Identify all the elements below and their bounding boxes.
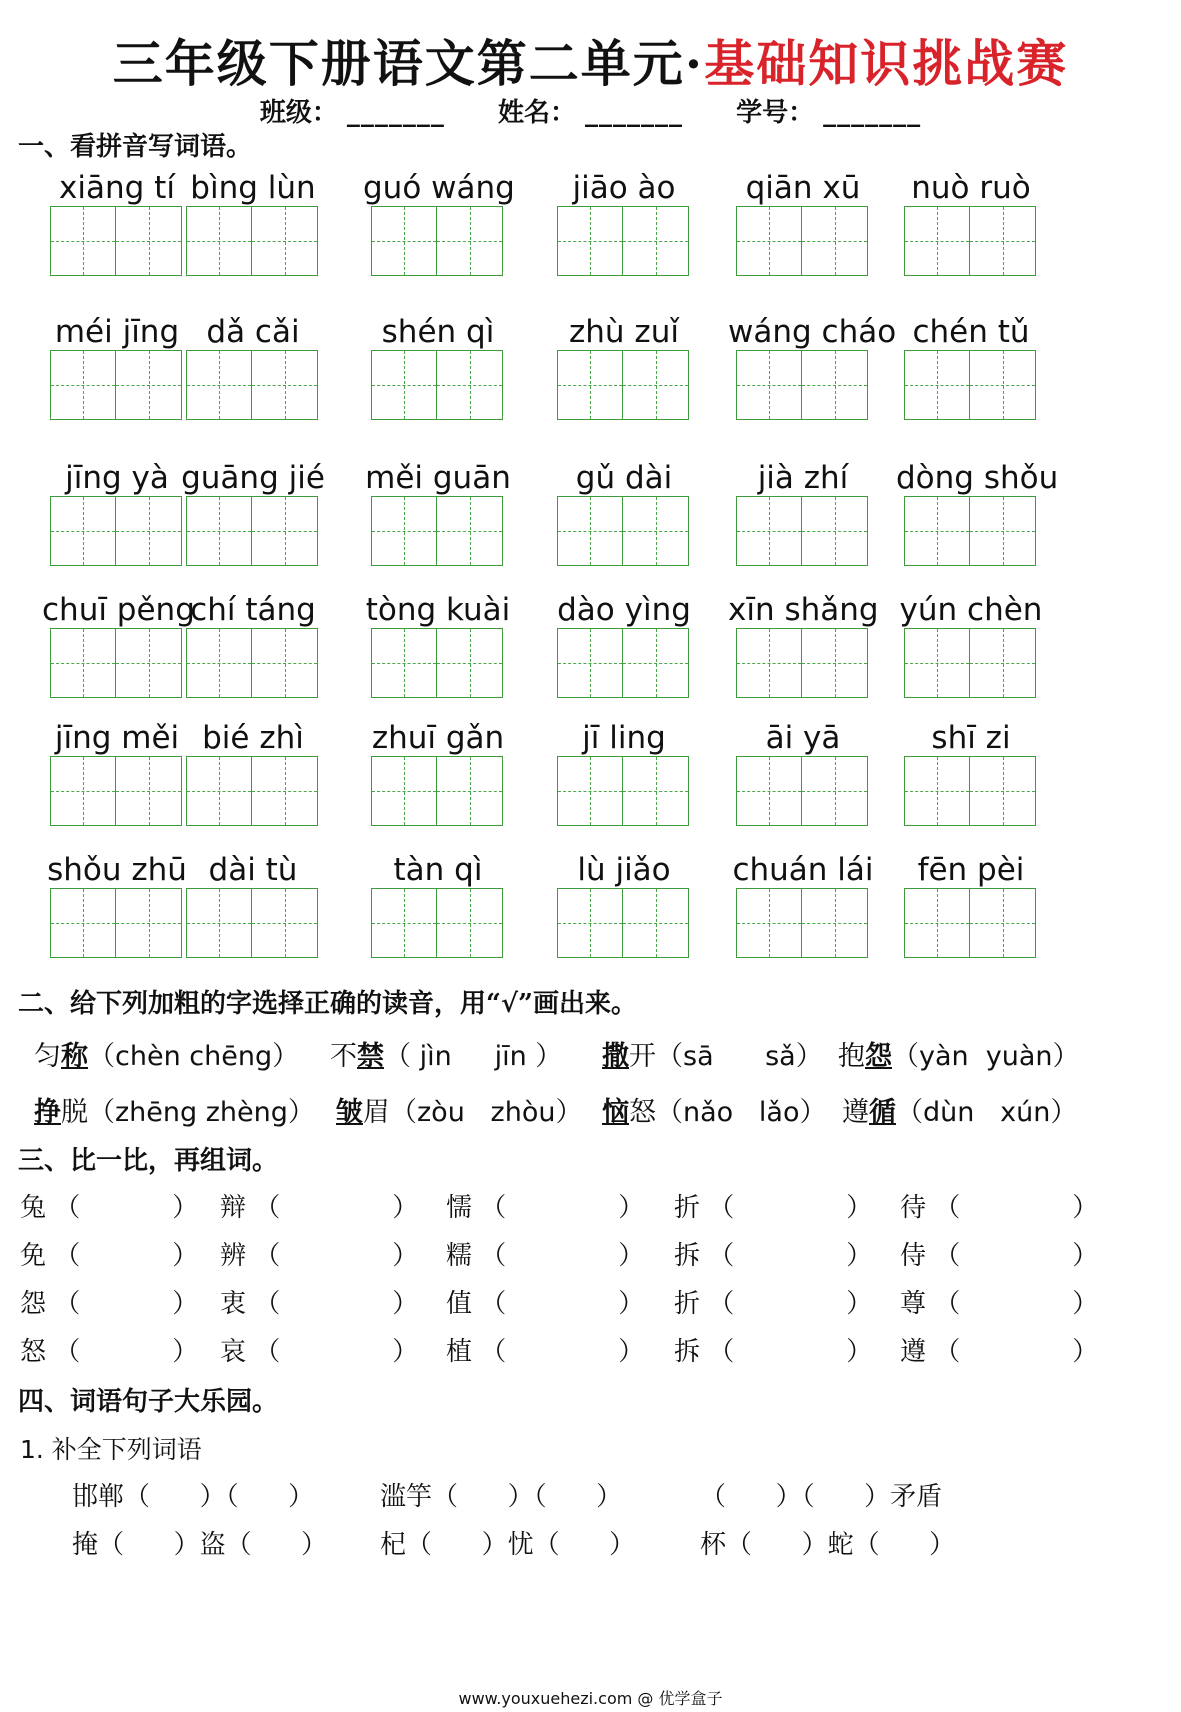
word-prefix: 抱: [838, 1041, 865, 1072]
writing-boxes[interactable]: [186, 496, 318, 566]
tianzige-cell[interactable]: [623, 628, 689, 698]
tianzige-cell[interactable]: [970, 206, 1036, 276]
tianzige-cell[interactable]: [736, 206, 802, 276]
compare-item[interactable]: [220, 1235, 418, 1272]
open-paren: （: [472, 1193, 507, 1223]
open-paren: （: [926, 1193, 961, 1223]
pinyin-label: gǔ dài: [575, 460, 673, 496]
writing-boxes[interactable]: [50, 206, 182, 276]
tianzige-cell[interactable]: [970, 350, 1036, 420]
pinyin-label: méi jīng: [54, 314, 180, 350]
pinyin-label: chuī pěng: [42, 592, 195, 628]
compare-item[interactable]: [20, 1235, 198, 1272]
tianzige-cell[interactable]: [802, 888, 868, 958]
compare-char: 怨: [20, 1289, 47, 1319]
tianzige-cell[interactable]: [371, 206, 437, 276]
pinyin-options[interactable]: （zòu zhòu）: [390, 1097, 583, 1128]
compare-char: 拆: [674, 1337, 701, 1367]
writing-boxes[interactable]: [904, 350, 1036, 420]
compare-item[interactable]: [674, 1283, 872, 1320]
compare-item[interactable]: [20, 1331, 198, 1368]
writing-boxes[interactable]: [736, 628, 868, 698]
tianzige-cell[interactable]: [371, 756, 437, 826]
compare-char: 免: [20, 1241, 47, 1271]
open-paren: （: [246, 1337, 281, 1367]
compare-char: 拆: [674, 1241, 701, 1271]
section2-heading: 二、给下列加粗的字选择正确的读音，用“√”画出来。: [18, 989, 637, 1019]
word-prefix: 匀: [34, 1041, 61, 1072]
tianzige-cell[interactable]: [252, 350, 318, 420]
pinyin-label: xīn shǎng: [728, 592, 879, 628]
pinyin-label: fēn pèi: [917, 852, 1025, 888]
open-paren: （: [472, 1289, 507, 1319]
tianzige-cell[interactable]: [437, 888, 503, 958]
close-paren: ）: [392, 1337, 419, 1367]
writing-boxes[interactable]: [557, 756, 689, 826]
tianzige-cell[interactable]: [623, 496, 689, 566]
pinyin-label: shén qì: [381, 314, 495, 350]
close-paren: ）: [172, 1289, 199, 1319]
pinyin-label: bìng lùn: [190, 170, 316, 206]
tianzige-cell[interactable]: [437, 756, 503, 826]
tianzige-cell[interactable]: [904, 350, 970, 420]
compare-char: 折: [674, 1289, 701, 1319]
bold-char: 皱: [336, 1097, 363, 1128]
close-paren: ）: [172, 1193, 199, 1223]
writing-boxes[interactable]: [736, 350, 868, 420]
writing-boxes[interactable]: [186, 628, 318, 698]
word-suffix: 脱: [61, 1097, 88, 1128]
tianzige-cell[interactable]: [970, 628, 1036, 698]
name-field[interactable]: [498, 98, 683, 128]
compare-item[interactable]: [674, 1235, 872, 1272]
title-highlight: 基础知识挑战赛: [704, 34, 1069, 93]
open-paren: （: [926, 1337, 961, 1367]
tianzige-cell[interactable]: [252, 756, 318, 826]
compare-char: 辨: [220, 1241, 247, 1271]
tianzige-cell[interactable]: [371, 628, 437, 698]
writing-boxes[interactable]: [50, 756, 182, 826]
tianzige-cell[interactable]: [252, 888, 318, 958]
pinyin-label: tòng kuài: [365, 592, 511, 628]
writing-boxes[interactable]: [371, 206, 503, 276]
idiom-blank[interactable]: 杞（ ）忧（ ）: [380, 1530, 636, 1560]
pinyin-label: jīng měi: [54, 720, 180, 756]
close-paren: ）: [392, 1193, 419, 1223]
writing-boxes[interactable]: [371, 888, 503, 958]
close-paren: ）: [846, 1193, 873, 1223]
page-title: [0, 24, 1181, 96]
class-label: 班级：: [259, 98, 338, 128]
pronunciation-item[interactable]: [838, 1034, 1080, 1073]
idiom-blank[interactable]: 滥竽（ ）（ ）: [380, 1482, 623, 1512]
tianzige-cell[interactable]: [736, 756, 802, 826]
tianzige-cell[interactable]: [970, 496, 1036, 566]
writing-boxes[interactable]: [904, 628, 1036, 698]
tianzige-cell[interactable]: [904, 206, 970, 276]
open-paren: （: [46, 1193, 81, 1223]
bold-char: 称: [61, 1041, 88, 1072]
pinyin-label: nuò ruò: [911, 170, 1031, 206]
tianzige-cell[interactable]: [50, 496, 116, 566]
pronunciation-item[interactable]: [34, 1034, 299, 1073]
name-label: 姓名：: [497, 98, 576, 128]
tianzige-cell[interactable]: [802, 756, 868, 826]
tianzige-cell[interactable]: [557, 496, 623, 566]
close-paren: ）: [1072, 1289, 1099, 1319]
tianzige-cell[interactable]: [371, 496, 437, 566]
compare-item[interactable]: [20, 1187, 198, 1224]
tianzige-cell[interactable]: [970, 756, 1036, 826]
writing-boxes[interactable]: [371, 756, 503, 826]
open-paren: （: [926, 1289, 961, 1319]
tianzige-cell[interactable]: [186, 628, 252, 698]
pinyin-label: āi yā: [765, 720, 841, 756]
id-label: 学号：: [736, 98, 815, 128]
tianzige-cell[interactable]: [116, 628, 182, 698]
tianzige-cell[interactable]: [802, 496, 868, 566]
pinyin-label: lù jiǎo: [577, 852, 671, 888]
compare-char: 哀: [220, 1337, 247, 1367]
open-paren: （: [472, 1337, 507, 1367]
pinyin-label: jī ling: [582, 720, 666, 756]
tianzige-cell[interactable]: [252, 496, 318, 566]
tianzige-cell[interactable]: [50, 628, 116, 698]
pinyin-label: qiān xū: [745, 170, 861, 206]
pinyin-label: jià zhí: [757, 460, 849, 496]
pinyin-options[interactable]: （sā sǎ）: [656, 1041, 823, 1072]
close-paren: ）: [1072, 1193, 1099, 1223]
pronunciation-item[interactable]: [330, 1034, 562, 1073]
open-paren: （: [700, 1241, 735, 1271]
word-suffix: 眉: [363, 1097, 390, 1128]
close-paren: ）: [172, 1337, 199, 1367]
tianzige-cell[interactable]: [736, 888, 802, 958]
section4-sub1: 1. 补全下列词语: [20, 1435, 202, 1464]
writing-boxes[interactable]: [186, 206, 318, 276]
open-paren: （: [46, 1241, 81, 1271]
pronunciation-item[interactable]: [842, 1090, 1077, 1129]
compare-char: 待: [900, 1193, 927, 1223]
open-paren: （: [472, 1241, 507, 1271]
tianzige-cell[interactable]: [437, 628, 503, 698]
bold-char: 恼: [602, 1097, 629, 1128]
writing-boxes[interactable]: [904, 888, 1036, 958]
pinyin-label: dòng shǒu: [896, 460, 1059, 496]
pinyin-label: bié zhì: [202, 720, 304, 756]
pinyin-label: chí táng: [190, 592, 316, 628]
writing-boxes[interactable]: [904, 496, 1036, 566]
close-paren: ）: [846, 1289, 873, 1319]
writing-boxes[interactable]: [186, 888, 318, 958]
compare-char: 糯: [446, 1241, 473, 1271]
tianzige-cell[interactable]: [252, 628, 318, 698]
tianzige-cell[interactable]: [904, 496, 970, 566]
name-blank: _______: [585, 98, 684, 128]
compare-item[interactable]: [674, 1187, 872, 1224]
compare-char: 折: [674, 1193, 701, 1223]
writing-boxes[interactable]: [736, 756, 868, 826]
compare-char: 衷: [220, 1289, 247, 1319]
pinyin-label: měi guān: [365, 460, 511, 496]
tianzige-cell[interactable]: [904, 628, 970, 698]
tianzige-cell[interactable]: [557, 206, 623, 276]
writing-boxes[interactable]: [736, 888, 868, 958]
compare-item[interactable]: [900, 1235, 1098, 1272]
pinyin-label: chén tǔ: [912, 314, 1030, 350]
writing-boxes[interactable]: [557, 628, 689, 698]
close-paren: ）: [1072, 1337, 1099, 1367]
pinyin-options[interactable]: （nǎo lǎo）: [656, 1097, 827, 1128]
writing-boxes[interactable]: [371, 628, 503, 698]
pronunciation-item[interactable]: [34, 1090, 315, 1129]
close-paren: ）: [618, 1241, 645, 1271]
open-paren: （: [700, 1289, 735, 1319]
writing-boxes[interactable]: [904, 206, 1036, 276]
tianzige-cell[interactable]: [557, 756, 623, 826]
idiom-blank[interactable]: 掩（ ）盗（ ）: [72, 1530, 328, 1560]
compare-item[interactable]: [220, 1187, 418, 1224]
pinyin-options[interactable]: （zhēng zhèng）: [88, 1097, 315, 1128]
tianzige-cell[interactable]: [802, 350, 868, 420]
compare-char: 尊: [900, 1289, 927, 1319]
class-blank: _______: [346, 98, 445, 128]
writing-boxes[interactable]: [557, 888, 689, 958]
tianzige-cell[interactable]: [371, 888, 437, 958]
tianzige-cell[interactable]: [437, 206, 503, 276]
tianzige-cell[interactable]: [802, 206, 868, 276]
title-main: 三年级下册语文第二单元·: [112, 34, 705, 93]
pinyin-options[interactable]: （chèn chēng）: [88, 1041, 300, 1072]
writing-boxes[interactable]: [186, 350, 318, 420]
pinyin-label: guāng jié: [181, 460, 325, 496]
tianzige-cell[interactable]: [623, 350, 689, 420]
compare-char: 值: [446, 1289, 473, 1319]
compare-item[interactable]: [446, 1283, 644, 1320]
tianzige-cell[interactable]: [623, 888, 689, 958]
word-prefix: 不: [330, 1041, 357, 1072]
pinyin-label: guó wáng: [363, 170, 515, 206]
open-paren: （: [700, 1337, 735, 1367]
tianzige-cell[interactable]: [186, 496, 252, 566]
tianzige-cell[interactable]: [116, 206, 182, 276]
tianzige-cell[interactable]: [437, 350, 503, 420]
pinyin-label: shǒu zhū: [47, 852, 187, 888]
tianzige-cell[interactable]: [623, 756, 689, 826]
writing-boxes[interactable]: [736, 496, 868, 566]
pinyin-options[interactable]: （yàn yuàn）: [892, 1041, 1080, 1072]
tianzige-cell[interactable]: [904, 756, 970, 826]
close-paren: ）: [392, 1241, 419, 1271]
tianzige-cell[interactable]: [970, 888, 1036, 958]
tianzige-cell[interactable]: [623, 206, 689, 276]
tianzige-cell[interactable]: [371, 350, 437, 420]
compare-item[interactable]: [446, 1187, 644, 1224]
tianzige-cell[interactable]: [186, 206, 252, 276]
compare-char: 遵: [900, 1337, 927, 1367]
tianzige-cell[interactable]: [116, 350, 182, 420]
pronunciation-item[interactable]: [602, 1034, 823, 1073]
id-field[interactable]: [736, 98, 921, 128]
pinyin-label: yún chèn: [899, 592, 1043, 628]
writing-boxes[interactable]: [904, 756, 1036, 826]
pinyin-label: tàn qì: [393, 852, 483, 888]
pinyin-label: chuán lái: [732, 852, 874, 888]
tianzige-cell[interactable]: [252, 206, 318, 276]
open-paren: （: [46, 1289, 81, 1319]
id-blank: _______: [823, 98, 922, 128]
writing-boxes[interactable]: [557, 206, 689, 276]
compare-item[interactable]: [900, 1331, 1098, 1368]
tianzige-cell[interactable]: [736, 496, 802, 566]
tianzige-cell[interactable]: [116, 496, 182, 566]
tianzige-cell[interactable]: [116, 888, 182, 958]
close-paren: ）: [618, 1193, 645, 1223]
open-paren: （: [926, 1241, 961, 1271]
word-suffix: 怒: [629, 1097, 656, 1128]
open-paren: （: [46, 1337, 81, 1367]
compare-char: 兔: [20, 1193, 47, 1223]
tianzige-cell[interactable]: [186, 888, 252, 958]
compare-item[interactable]: [446, 1331, 644, 1368]
compare-char: 懦: [446, 1193, 473, 1223]
bold-char: 怨: [865, 1041, 892, 1072]
writing-boxes[interactable]: [371, 496, 503, 566]
tianzige-cell[interactable]: [50, 206, 116, 276]
close-paren: ）: [172, 1241, 199, 1271]
writing-boxes[interactable]: [50, 496, 182, 566]
footer-watermark: www.youxuehezi.com @ 优学盒子: [458, 1689, 723, 1708]
tianzige-cell[interactable]: [904, 888, 970, 958]
writing-boxes[interactable]: [50, 350, 182, 420]
bold-char: 循: [869, 1097, 896, 1128]
close-paren: ）: [618, 1337, 645, 1367]
compare-char: 侍: [900, 1241, 927, 1271]
pinyin-label: shī zi: [931, 720, 1011, 756]
tianzige-cell[interactable]: [736, 350, 802, 420]
open-paren: （: [246, 1241, 281, 1271]
pronunciation-item[interactable]: [602, 1090, 827, 1129]
tianzige-cell[interactable]: [437, 496, 503, 566]
section1-heading: 一、看拼音写词语。: [18, 132, 253, 162]
idiom-blank[interactable]: 杯（ ）蛇（ ）: [700, 1530, 956, 1560]
writing-boxes[interactable]: [50, 888, 182, 958]
idiom-blank[interactable]: （ ）（ ）矛盾: [700, 1482, 943, 1512]
word-prefix: 遵: [842, 1097, 869, 1128]
class-field[interactable]: [260, 98, 445, 128]
pronunciation-item[interactable]: [336, 1090, 582, 1129]
idiom-blank[interactable]: 邯郸（ ）（ ）: [72, 1482, 315, 1512]
tianzige-cell[interactable]: [802, 628, 868, 698]
compare-char: 辩: [220, 1193, 247, 1223]
compare-item[interactable]: [446, 1235, 644, 1272]
tianzige-cell[interactable]: [186, 756, 252, 826]
open-paren: （: [246, 1289, 281, 1319]
compare-item[interactable]: [900, 1187, 1098, 1224]
pinyin-label: wáng cháo: [728, 314, 897, 350]
compare-char: 植: [446, 1337, 473, 1367]
close-paren: ）: [618, 1289, 645, 1319]
tianzige-cell[interactable]: [557, 888, 623, 958]
writing-boxes[interactable]: [50, 628, 182, 698]
writing-boxes[interactable]: [557, 496, 689, 566]
tianzige-cell[interactable]: [50, 888, 116, 958]
pinyin-options[interactable]: （ jìn jīn ）: [384, 1041, 563, 1072]
tianzige-cell[interactable]: [736, 628, 802, 698]
bold-char: 挣: [34, 1097, 61, 1128]
pinyin-label: zhuī gǎn: [371, 720, 505, 756]
student-info: [0, 92, 1181, 129]
writing-boxes[interactable]: [736, 206, 868, 276]
tianzige-cell[interactable]: [557, 350, 623, 420]
open-paren: （: [246, 1193, 281, 1223]
tianzige-cell[interactable]: [557, 628, 623, 698]
word-suffix: 开: [629, 1041, 656, 1072]
tianzige-cell[interactable]: [50, 756, 116, 826]
close-paren: ）: [846, 1337, 873, 1367]
compare-item[interactable]: [674, 1331, 872, 1368]
bold-char: 撒: [602, 1041, 629, 1072]
pinyin-label: dài tù: [208, 852, 298, 888]
tianzige-cell[interactable]: [116, 756, 182, 826]
writing-boxes[interactable]: [186, 756, 318, 826]
bold-char: 禁: [357, 1041, 384, 1072]
pinyin-label: dǎ cǎi: [206, 314, 300, 350]
pinyin-label: zhù zuǐ: [569, 314, 679, 350]
tianzige-cell[interactable]: [186, 350, 252, 420]
writing-boxes[interactable]: [557, 350, 689, 420]
pinyin-options[interactable]: （dùn xún）: [896, 1097, 1078, 1128]
compare-item[interactable]: [20, 1283, 198, 1320]
tianzige-cell[interactable]: [50, 350, 116, 420]
compare-char: 怒: [20, 1337, 47, 1367]
writing-boxes[interactable]: [371, 350, 503, 420]
pinyin-label: jīng yà: [65, 460, 169, 496]
open-paren: （: [700, 1193, 735, 1223]
pinyin-label: jiāo ào: [572, 170, 676, 206]
section4-heading: 四、词语句子大乐园。: [18, 1387, 279, 1417]
compare-item[interactable]: [220, 1283, 418, 1320]
pinyin-label: xiāng tí: [59, 170, 175, 206]
close-paren: ）: [846, 1241, 873, 1271]
section3-heading: 三、比一比，再组词。: [18, 1146, 279, 1176]
close-paren: ）: [1072, 1241, 1099, 1271]
pinyin-label: dào yìng: [557, 592, 691, 628]
compare-item[interactable]: [220, 1331, 418, 1368]
compare-item[interactable]: [900, 1283, 1098, 1320]
close-paren: ）: [392, 1289, 419, 1319]
